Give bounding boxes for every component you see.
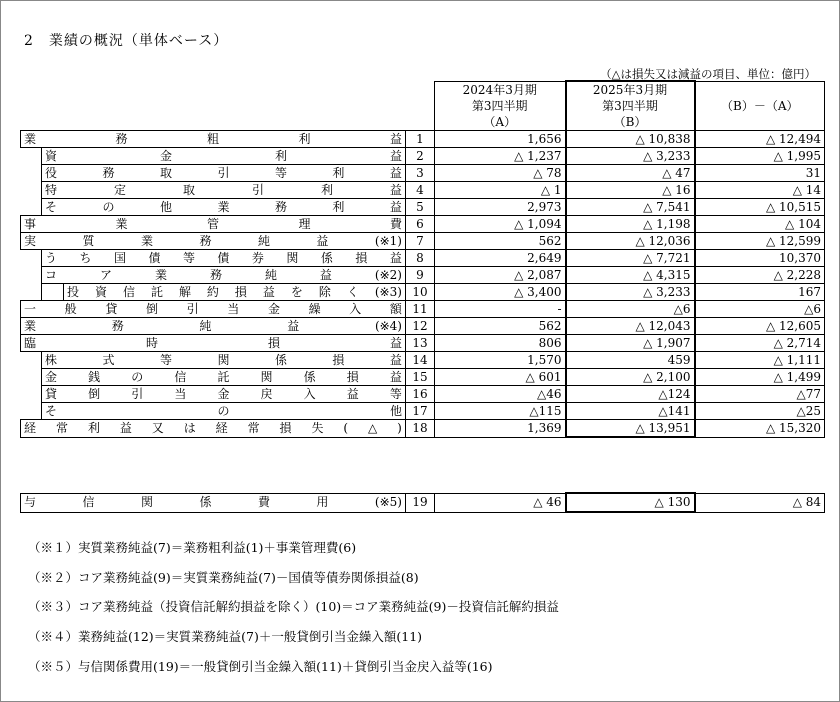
label-char: は bbox=[183, 421, 196, 436]
row-number: 12 bbox=[406, 318, 435, 335]
value-diff: △ 14 bbox=[695, 182, 825, 199]
row-label bbox=[42, 182, 406, 199]
value-a: 562 bbox=[435, 233, 566, 250]
indent-cell bbox=[21, 403, 42, 420]
label-char: 質 bbox=[82, 234, 95, 248]
value-b: △ 47 bbox=[566, 165, 695, 182]
value-a: 1,369 bbox=[435, 420, 566, 438]
row-number: 6 bbox=[406, 216, 435, 233]
row-number: 13 bbox=[406, 335, 435, 352]
indent-cell bbox=[21, 250, 42, 267]
label-char: 金 bbox=[159, 149, 172, 163]
label-char: 経 bbox=[215, 421, 228, 436]
indent-cell bbox=[21, 369, 42, 386]
label-char: 債 bbox=[148, 251, 161, 265]
table-row bbox=[21, 386, 825, 403]
table-row bbox=[21, 369, 825, 386]
row-label bbox=[21, 131, 406, 148]
label-char: 益 bbox=[389, 336, 402, 350]
value-b: △ 1,907 bbox=[566, 335, 695, 352]
value-diff: △ 1,111 bbox=[695, 352, 825, 369]
footnotes bbox=[28, 539, 559, 687]
footnote: （※１）実質業務純益(7)＝業務粗利益(1)＋事業管理費(6) bbox=[28, 540, 357, 555]
table-row bbox=[21, 335, 825, 352]
header-col-a: 2024年3月期 第3四半期 （A） bbox=[435, 81, 566, 131]
label-char: △ bbox=[367, 421, 378, 436]
label-char: 利 bbox=[320, 183, 333, 197]
table-row bbox=[21, 403, 825, 420]
row-number: 16 bbox=[406, 386, 435, 403]
label-char: 務 bbox=[199, 234, 212, 248]
value-a: 2,649 bbox=[435, 250, 566, 267]
value-diff: △ 1,995 bbox=[695, 148, 825, 165]
row-number: 11 bbox=[406, 301, 435, 318]
label-char: 務 bbox=[102, 166, 115, 180]
label-char: 損 bbox=[267, 336, 280, 350]
label-char: 事 bbox=[24, 217, 37, 231]
label-char: 益 bbox=[346, 387, 359, 401]
value-diff: △ 15,320 bbox=[695, 420, 825, 438]
label-char: ) bbox=[397, 421, 402, 436]
label-char: コ bbox=[45, 268, 58, 282]
label-char: 純 bbox=[199, 319, 212, 333]
label-char: 益 bbox=[316, 234, 329, 248]
label-char: 投 bbox=[67, 285, 80, 299]
label-char: 経 bbox=[24, 421, 37, 436]
value-b: △ 130 bbox=[566, 493, 695, 512]
credit-cost-table bbox=[20, 492, 825, 513]
indent-cell bbox=[21, 182, 42, 199]
value-a: - bbox=[435, 301, 566, 318]
indent-cell bbox=[21, 267, 42, 284]
label-char: ア bbox=[99, 268, 112, 282]
value-b: △ 7,721 bbox=[566, 250, 695, 267]
value-a: △ 2,087 bbox=[435, 267, 566, 284]
row-number: 17 bbox=[406, 403, 435, 420]
header-col-diff: （B）－（A） bbox=[695, 81, 825, 131]
label-char: 入 bbox=[349, 302, 362, 316]
row-label bbox=[21, 233, 406, 250]
label-char: 約 bbox=[206, 285, 219, 299]
table-row bbox=[21, 216, 825, 233]
label-char: ( bbox=[343, 421, 349, 436]
value-diff: △6 bbox=[695, 301, 825, 318]
label-char: 銭 bbox=[88, 370, 101, 384]
value-b: △ 1,198 bbox=[566, 216, 695, 233]
label-char: 益 bbox=[287, 319, 300, 333]
row-number: 8 bbox=[406, 250, 435, 267]
value-a: 806 bbox=[435, 335, 566, 352]
label-char: 一 bbox=[24, 302, 37, 316]
label-char: 務 bbox=[274, 200, 287, 214]
value-diff: 10,370 bbox=[695, 250, 825, 267]
value-a: 1,656 bbox=[435, 131, 566, 148]
label-char: 益 bbox=[389, 200, 402, 214]
unit-note: （△は損失又は減益の項目、単位：億円） bbox=[600, 67, 816, 81]
value-b: △6 bbox=[566, 301, 695, 318]
row-number: 1 bbox=[406, 131, 435, 148]
label-char: 当 bbox=[174, 387, 187, 401]
label-char: 券 bbox=[251, 251, 264, 265]
row-label bbox=[21, 216, 406, 233]
label-char: 業 bbox=[115, 217, 128, 231]
label-char: 時 bbox=[145, 336, 158, 350]
row-label bbox=[21, 420, 406, 438]
label-char: 務 bbox=[111, 319, 124, 333]
row-number: 9 bbox=[406, 267, 435, 284]
value-diff: △ 1,499 bbox=[695, 369, 825, 386]
row-number: 19 bbox=[406, 493, 435, 512]
value-diff: △ 12,599 bbox=[695, 233, 825, 250]
label-char: 費 bbox=[389, 217, 402, 231]
label-char: 関 bbox=[140, 495, 153, 509]
table-row bbox=[21, 165, 825, 182]
table-row bbox=[21, 420, 825, 438]
label-char: 益 bbox=[119, 421, 132, 436]
value-diff: △ 104 bbox=[695, 216, 825, 233]
table-row bbox=[21, 250, 825, 267]
label-char: 係 bbox=[199, 495, 212, 509]
table-row bbox=[21, 148, 825, 165]
label-char: 益 bbox=[262, 285, 275, 299]
row-label bbox=[21, 335, 406, 352]
label-char: 式 bbox=[102, 353, 115, 367]
label-char: 関 bbox=[260, 370, 273, 384]
value-a: △46 bbox=[435, 386, 566, 403]
value-a: △ 78 bbox=[435, 165, 566, 182]
label-char: 除 bbox=[318, 285, 331, 299]
indent-cell bbox=[21, 199, 42, 216]
label-char: の bbox=[102, 200, 115, 214]
label-char: 益 bbox=[389, 370, 402, 384]
table-row bbox=[21, 267, 825, 284]
label-char: 等 bbox=[182, 251, 195, 265]
label-char: 等 bbox=[274, 166, 287, 180]
value-b: △ 16 bbox=[566, 182, 695, 199]
label-char: 益 bbox=[319, 268, 332, 282]
label-char: 役 bbox=[45, 166, 58, 180]
value-diff: △ 84 bbox=[695, 493, 825, 512]
label-char: 繰 bbox=[308, 302, 321, 316]
label-char: 信 bbox=[122, 285, 135, 299]
row-number: 3 bbox=[406, 165, 435, 182]
label-char: 入 bbox=[303, 387, 316, 401]
row-number: 4 bbox=[406, 182, 435, 199]
label-char: 臨 bbox=[24, 336, 37, 350]
indent-cell bbox=[21, 165, 42, 182]
label-char: 又 bbox=[151, 421, 164, 436]
label-char: 損 bbox=[234, 285, 247, 299]
label-char: 与 bbox=[24, 495, 37, 509]
row-number: 15 bbox=[406, 369, 435, 386]
label-char: う bbox=[45, 251, 58, 265]
label-char: の bbox=[217, 404, 230, 418]
label-char: 定 bbox=[113, 183, 126, 197]
header-row bbox=[21, 81, 825, 131]
row-label bbox=[21, 318, 406, 335]
value-a: △ 3,400 bbox=[435, 284, 566, 301]
value-a: △ 1,094 bbox=[435, 216, 566, 233]
table-row bbox=[21, 182, 825, 199]
label-char: 取 bbox=[182, 183, 195, 197]
label-char: 引 bbox=[131, 387, 144, 401]
value-diff: 31 bbox=[695, 165, 825, 182]
value-b: △ 12,043 bbox=[566, 318, 695, 335]
label-char: 金 bbox=[267, 302, 280, 316]
value-b: △ 4,315 bbox=[566, 267, 695, 284]
label-char: 託 bbox=[217, 370, 230, 384]
table-row bbox=[21, 352, 825, 369]
label-char: 解 bbox=[178, 285, 191, 299]
label-char: 益 bbox=[389, 251, 402, 265]
row-label bbox=[21, 301, 406, 318]
value-diff: △ 10,515 bbox=[695, 199, 825, 216]
label-char: 貸 bbox=[45, 387, 58, 401]
value-a: △ 1,237 bbox=[435, 148, 566, 165]
row-label bbox=[42, 267, 406, 284]
label-char: 等 bbox=[159, 353, 172, 367]
label-char: 実 bbox=[24, 234, 37, 248]
label-char: 益 bbox=[389, 183, 402, 197]
row-label bbox=[42, 352, 406, 369]
label-char: 利 bbox=[332, 200, 345, 214]
label-char: 業 bbox=[154, 268, 167, 282]
label-char: 倒 bbox=[88, 387, 101, 401]
label-char: 貸 bbox=[105, 302, 118, 316]
label-char: 管 bbox=[206, 217, 219, 231]
label-char: 益 bbox=[389, 132, 402, 146]
label-char: 金 bbox=[45, 370, 58, 384]
label-char: の bbox=[131, 370, 144, 384]
label-char: 務 bbox=[209, 268, 222, 282]
label-char: 損 bbox=[279, 421, 292, 436]
label-char: 関 bbox=[217, 353, 230, 367]
indent-cell bbox=[21, 148, 42, 165]
indent-cell bbox=[21, 386, 42, 403]
row-label bbox=[42, 199, 406, 216]
label-char: を bbox=[290, 285, 303, 299]
label-char: 理 bbox=[298, 217, 311, 231]
label-char: 失 bbox=[311, 421, 324, 436]
label-char: 利 bbox=[332, 166, 345, 180]
value-b: △ 3,233 bbox=[566, 148, 695, 165]
label-char: 等 bbox=[389, 387, 402, 401]
value-diff: △ 2,714 bbox=[695, 335, 825, 352]
label-char: 費 bbox=[257, 495, 270, 509]
row-label bbox=[42, 386, 406, 403]
label-char: 資 bbox=[45, 149, 58, 163]
row-label bbox=[42, 369, 406, 386]
value-a: 1,570 bbox=[435, 352, 566, 369]
performance-table bbox=[20, 80, 825, 438]
value-b: 459 bbox=[566, 352, 695, 369]
indent-cell bbox=[21, 352, 42, 369]
label-char: 利 bbox=[87, 421, 100, 436]
value-b: △ 12,036 bbox=[566, 233, 695, 250]
footnote-ref: (※4) bbox=[374, 319, 402, 333]
label-char: 他 bbox=[389, 404, 402, 418]
value-diff: △ 2,228 bbox=[695, 267, 825, 284]
label-char: 取 bbox=[159, 166, 172, 180]
label-char: 損 bbox=[355, 251, 368, 265]
value-b: △ 2,100 bbox=[566, 369, 695, 386]
table-row bbox=[21, 301, 825, 318]
label-char: 信 bbox=[174, 370, 187, 384]
label-char: 純 bbox=[264, 268, 277, 282]
label-char: く bbox=[346, 285, 359, 299]
row-label bbox=[64, 284, 406, 301]
footnote-ref: (※2) bbox=[374, 268, 402, 282]
indent-cell bbox=[42, 284, 64, 301]
value-a: △ 601 bbox=[435, 369, 566, 386]
row-number: 18 bbox=[406, 420, 435, 438]
table-row bbox=[21, 284, 825, 301]
table-row bbox=[21, 318, 825, 335]
value-b: △ 10,838 bbox=[566, 131, 695, 148]
row-label bbox=[42, 148, 406, 165]
label-char: 利 bbox=[298, 132, 311, 146]
label-char: 金 bbox=[217, 387, 230, 401]
label-char: 額 bbox=[389, 302, 402, 316]
label-char: 粗 bbox=[206, 132, 219, 146]
label-char: 業 bbox=[217, 200, 230, 214]
row-number: 5 bbox=[406, 199, 435, 216]
label-char: そ bbox=[45, 200, 58, 214]
table-row bbox=[21, 233, 825, 250]
label-char: 純 bbox=[257, 234, 270, 248]
row-number: 7 bbox=[406, 233, 435, 250]
footnote: （※３）コア業務純益（投資信託解約損益を除く）(10)＝コア業務純益(9)－投資信託解約損益 bbox=[28, 599, 559, 615]
label-char: 株 bbox=[45, 353, 58, 367]
value-b: △ 13,951 bbox=[566, 420, 695, 438]
table-row bbox=[21, 199, 825, 216]
value-diff: △ 12,494 bbox=[695, 131, 825, 148]
label-char: 常 bbox=[247, 421, 260, 436]
row-number: 10 bbox=[406, 284, 435, 301]
label-char: ち bbox=[79, 251, 92, 265]
row-label bbox=[21, 493, 406, 512]
label-char: 引 bbox=[186, 302, 199, 316]
value-diff: 167 bbox=[695, 284, 825, 301]
label-char: 係 bbox=[274, 353, 287, 367]
label-char: 信 bbox=[82, 495, 95, 509]
section-heading: 2 業績の概況（単体ベース） bbox=[24, 33, 229, 49]
indent-cell bbox=[21, 284, 42, 301]
label-char: 用 bbox=[316, 495, 329, 509]
label-char: 般 bbox=[64, 302, 77, 316]
label-char: 益 bbox=[389, 166, 402, 180]
footnote-ref: (※5) bbox=[374, 495, 402, 509]
label-char: 債 bbox=[217, 251, 230, 265]
footnote: （※２）コア業務純益(9)＝実質業務純益(7)－国債等債券関係損益(8) bbox=[28, 569, 419, 585]
label-char: 益 bbox=[389, 149, 402, 163]
label-char: 係 bbox=[303, 370, 316, 384]
label-char: 関 bbox=[286, 251, 299, 265]
row-number: 2 bbox=[406, 148, 435, 165]
value-b: △124 bbox=[566, 386, 695, 403]
row-label bbox=[42, 165, 406, 182]
value-a: 2,973 bbox=[435, 199, 566, 216]
footnote: （※５）与信関係費用(19)＝一般貸倒引当金繰入額(11)＋貸倒引当金戻入益等(16) bbox=[28, 658, 493, 674]
label-char: 損 bbox=[332, 353, 345, 367]
value-b: △ 3,233 bbox=[566, 284, 695, 301]
label-char: 引 bbox=[217, 166, 230, 180]
value-diff: △77 bbox=[695, 386, 825, 403]
table-row bbox=[21, 493, 825, 512]
value-diff: △25 bbox=[695, 403, 825, 420]
label-char: 業 bbox=[24, 319, 37, 333]
label-char: 国 bbox=[113, 251, 126, 265]
footnote-ref: (※1) bbox=[374, 234, 402, 248]
label-char: 資 bbox=[94, 285, 107, 299]
value-a: 562 bbox=[435, 318, 566, 335]
value-a: △ 46 bbox=[435, 493, 566, 512]
label-char: 常 bbox=[55, 421, 68, 436]
row-label bbox=[42, 250, 406, 267]
label-char: 益 bbox=[389, 353, 402, 367]
label-char: 当 bbox=[227, 302, 240, 316]
label-char: 係 bbox=[320, 251, 333, 265]
value-b: △ 7,541 bbox=[566, 199, 695, 216]
row-label bbox=[42, 403, 406, 420]
table-row bbox=[21, 131, 825, 148]
label-char: 倒 bbox=[145, 302, 158, 316]
label-char: 託 bbox=[150, 285, 163, 299]
label-char: 他 bbox=[159, 200, 172, 214]
label-char: 引 bbox=[251, 183, 264, 197]
header-col-b: 2025年3月期 第3四半期 （B） bbox=[566, 81, 695, 131]
value-b: △141 bbox=[566, 403, 695, 420]
value-diff: △ 12,605 bbox=[695, 318, 825, 335]
label-char: 利 bbox=[274, 149, 287, 163]
label-char: 特 bbox=[45, 183, 58, 197]
label-char: 損 bbox=[346, 370, 359, 384]
footnote-ref: (※3) bbox=[374, 285, 402, 299]
label-char: 業 bbox=[24, 132, 37, 146]
label-char: 戻 bbox=[260, 387, 273, 401]
value-a: △ 1 bbox=[435, 182, 566, 199]
value-a: △115 bbox=[435, 403, 566, 420]
label-char: そ bbox=[45, 404, 58, 418]
label-char: 務 bbox=[115, 132, 128, 146]
footnote: （※４）業務純益(12)＝実質業務純益(7)＋一般貸倒引当金繰入額(11) bbox=[28, 629, 423, 645]
row-number: 14 bbox=[406, 352, 435, 369]
label-char: 業 bbox=[140, 234, 153, 248]
